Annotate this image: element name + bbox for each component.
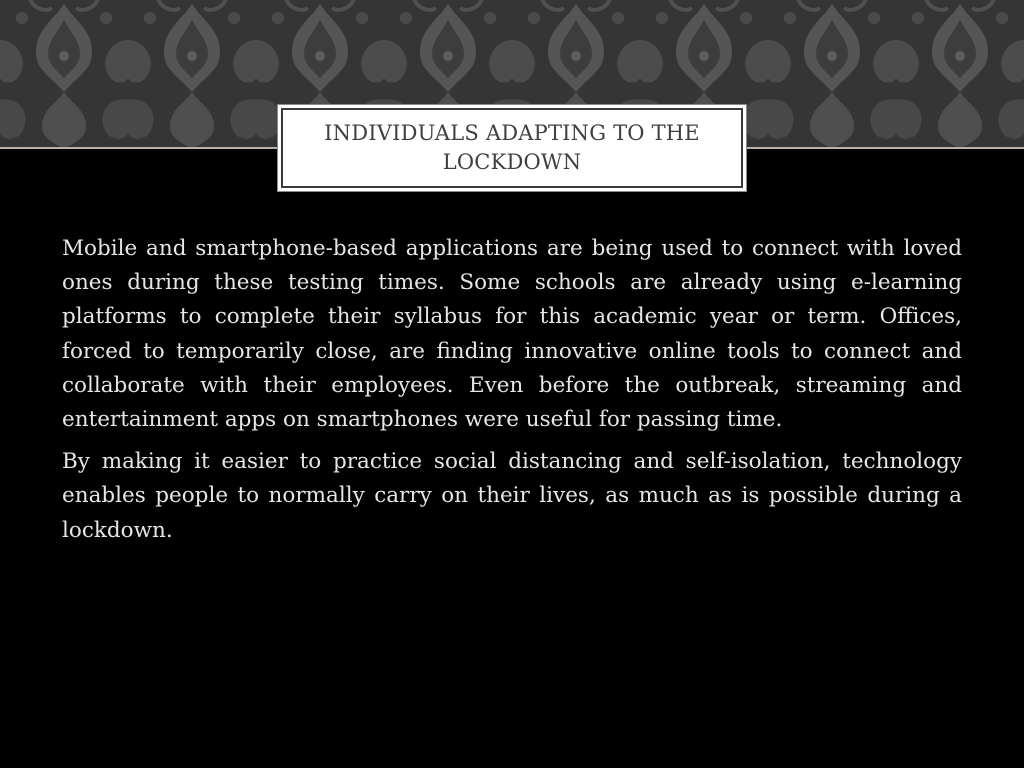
slide-title: INDIVIDUALS ADAPTING TO THE LOCKDOWN — [324, 121, 700, 174]
slide-body — [62, 232, 962, 556]
body-paragraph: Mobile and smartphone-based applications are being used to connect with loved ones during these testing times. Some schools are already using e-learning platforms to complete their syllabus for this academic year or term. Offices, forced to temporarily close, are finding innovative online tools to connect and collaborate with their employees. Even before the outbreak, streaming and entertainment apps on smartphones were useful for passing time. — [62, 236, 962, 433]
body-paragraph: By making it easier to practice social distancing and self-isolation, technology enables people to normally carry on their lives, as much as is possible during a lockdown. — [62, 449, 962, 543]
title-box — [277, 104, 747, 192]
title-frame — [281, 108, 743, 188]
